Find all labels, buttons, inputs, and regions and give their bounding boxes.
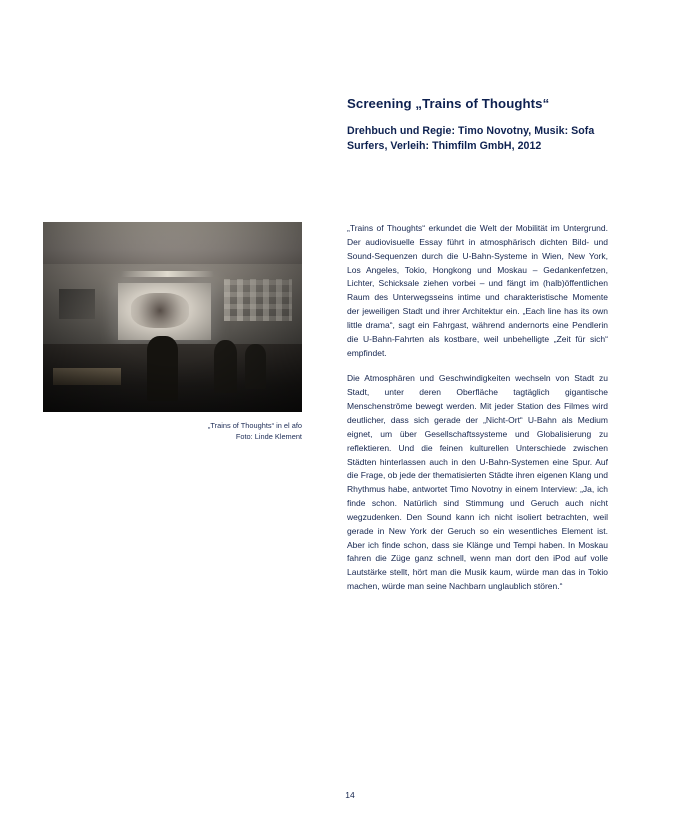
body-paragraph-2: Die Atmosphären und Geschwindigkeiten wechseln von Stadt zu Stadt, unter deren Oberfläche tagtäglich gigantische Menschenströme bewegt werden. Mit jeder Station des Filmes wird deutlicher, dass sich gerade der „Nicht-Ort“ U-Bahn als Medium eignet, um über Gesellschaftssysteme und Globalisierung zu reflektieren. Und die feinen kulturellen Unterschiede zwischen Städten hinterlassen auch in den U-Bahn-Systemen eine Spur. Auf die Frage, ob jede der thematisierten Städte ihren eigenen Klang und Rhythmus habe, antwortet Timo Novotny in einem Interview: „Ja, ich finde schon. Natürlich sind Stimmung und Geruch auch nicht wegzudenken. Den Sound kann ich nicht isoliert betrachten, weil gerade in New York der Geruch so ein wesentliches Element ist. Aber ich finde schon, dass sie Klänge und Tempi haben. In Moskau fahren die Züge ganz schnell, wenn man dort den iPod auf volle Lautstärke stellt, hört man die Musik kaum, würde man das in Tokio machen, würde man seine Nachbarn unglaublich stören.“ bbox=[347, 373, 608, 592]
photo-vignette bbox=[43, 222, 302, 412]
page-subtitle: Drehbuch und Regie: Timo Novotny, Musik: Sofa Surfers, Verleih: Thimfilm GmbH, 2012 bbox=[347, 124, 595, 152]
page-title: Screening „Trains of Thoughts“ bbox=[347, 96, 550, 111]
figure bbox=[43, 222, 302, 442]
figure-caption bbox=[43, 420, 302, 442]
figure-caption-line-2: Foto: Linde Klement bbox=[235, 432, 302, 442]
figure-caption-line-1: „Trains of Thoughts“ in el afo bbox=[207, 421, 302, 430]
heading-block bbox=[347, 96, 609, 154]
body-paragraph-1: „Trains of Thoughts“ erkundet die Welt der Mobilität im Untergrund. Der audiovisuelle Essay führt in atmosphärisch dichten Bild- und Sound-Sequenzen durch die U-Bahn-Systeme in Wien, New York, Los Angeles, Tokio, Hongkong und Moskau – Gedankenfetzen, Lichter, Schicksale ziehen vorbei – und fängt im (halb)öffentlichen Raum des Unterwegsseins intime und charakteristische Momente der jeweiligen Stadt und ihrer Architektur ein. „Each line has its own little drama“, sagt ein Fahrgast, während andernorts eine Pendlerin die U-Bahn-Fahrten als kostbare, weil unbehelligte „Zeit für sich“ empfindet. bbox=[347, 223, 608, 358]
body-text-column bbox=[347, 222, 608, 594]
screening-photo bbox=[43, 222, 302, 412]
page-number: 14 bbox=[345, 790, 355, 800]
